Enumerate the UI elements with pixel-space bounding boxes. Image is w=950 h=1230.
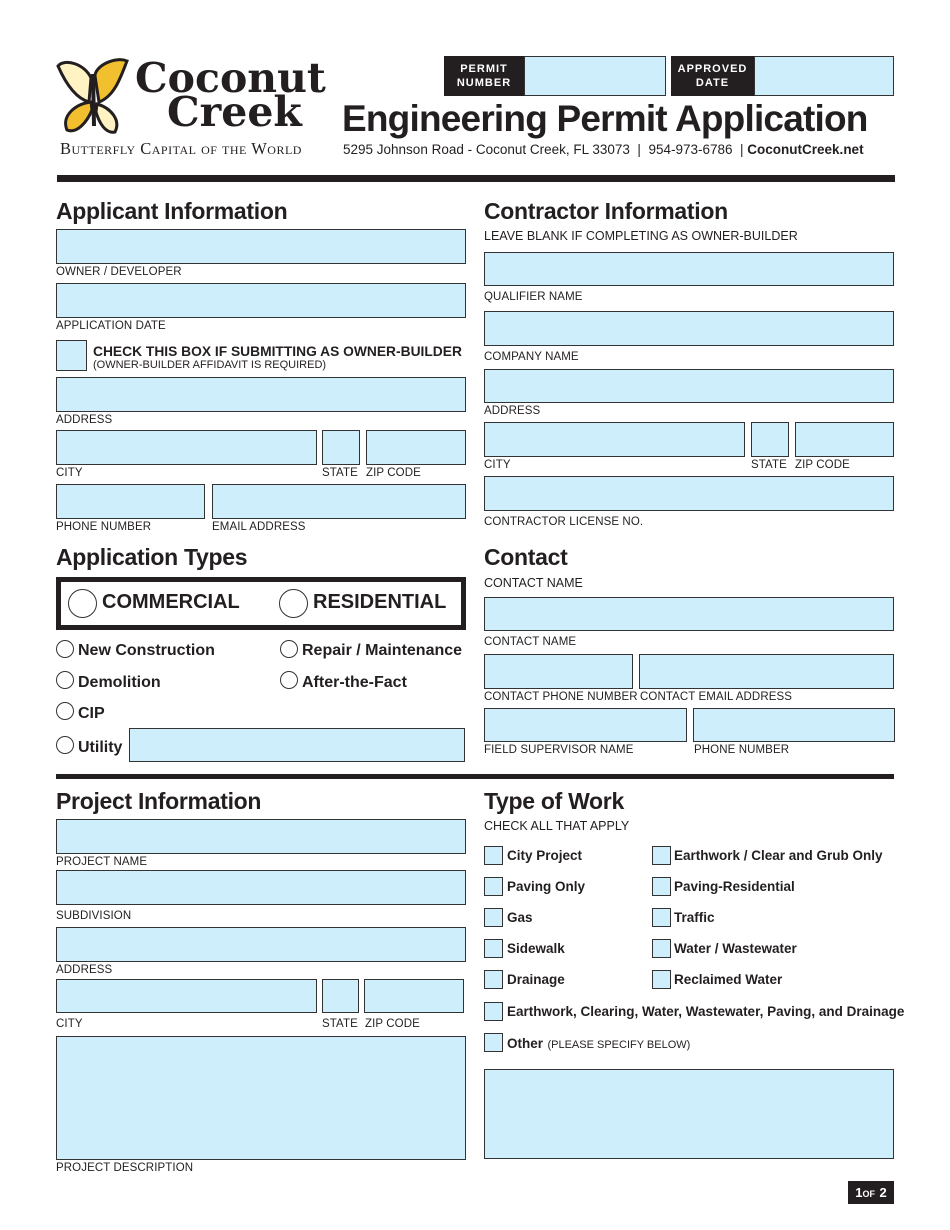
applicant-email-label: EMAIL ADDRESS — [212, 521, 306, 533]
subdivision-label: SUBDIVISION — [56, 910, 132, 922]
demolition-label: Demolition — [78, 674, 161, 691]
applicant-address-field[interactable] — [56, 377, 466, 412]
city-project-checkbox[interactable] — [484, 846, 503, 865]
other-label-group — [507, 1035, 690, 1053]
permit-number-label: PERMIT NUMBER — [444, 56, 524, 96]
utility-specify-field[interactable] — [129, 728, 465, 762]
page-total: 2 — [879, 1185, 887, 1200]
contractor-license-label: CONTRACTOR LICENSE NO. — [484, 516, 644, 528]
project-zip-field[interactable] — [364, 979, 464, 1013]
sidewalk-label: Sidewalk — [507, 941, 565, 956]
drainage-label: Drainage — [507, 972, 565, 987]
logo-line2: Creek — [167, 88, 302, 136]
project-state-field[interactable] — [322, 979, 359, 1013]
header-divider — [57, 175, 895, 182]
project-address-label: ADDRESS — [56, 964, 113, 976]
field-supervisor-field[interactable] — [484, 708, 687, 742]
contractor-license-field[interactable] — [484, 476, 894, 511]
contractor-heading: Contractor Information — [484, 198, 728, 224]
project-description-field[interactable] — [56, 1036, 466, 1160]
approved-date-field[interactable] — [754, 56, 894, 96]
city-project-label: City Project — [507, 848, 583, 863]
contractor-city-label: CITY — [484, 459, 511, 471]
utility-radio[interactable] — [56, 736, 74, 754]
application-date-label: APPLICATION DATE — [56, 320, 166, 332]
applicant-address-label: ADDRESS — [56, 414, 113, 426]
application-date-field[interactable] — [56, 283, 466, 318]
city-logo — [55, 56, 330, 161]
page-indicator — [848, 1181, 894, 1204]
qualifier-name-label: QUALIFIER NAME — [484, 291, 583, 303]
earthwork-clear-grub-checkbox[interactable] — [652, 846, 671, 865]
project-description-label: PROJECT DESCRIPTION — [56, 1162, 194, 1174]
contractor-city-field[interactable] — [484, 422, 745, 457]
contact-phone-field[interactable] — [484, 654, 633, 689]
contact-sub: CONTACT NAME — [484, 576, 583, 590]
repair-maintenance-radio[interactable] — [280, 640, 298, 658]
applicant-phone-field[interactable] — [56, 484, 205, 519]
logo-tagline: Butterfly Capital of the World — [60, 139, 302, 158]
repair-maintenance-label: Repair / Maintenance — [302, 642, 463, 659]
traffic-label: Traffic — [674, 910, 715, 925]
contractor-note: LEAVE BLANK IF COMPLETING AS OWNER-BUILDER — [484, 229, 798, 243]
combined-work-checkbox[interactable] — [484, 1002, 503, 1021]
approved-date-label: APPROVED DATE — [671, 56, 754, 96]
project-heading: Project Information — [56, 788, 262, 814]
other-label: Other — [507, 1036, 544, 1051]
sidewalk-checkbox[interactable] — [484, 939, 503, 958]
gas-label: Gas — [507, 910, 533, 925]
contact-name-label: CONTACT NAME — [484, 636, 577, 648]
field-supervisor-label: FIELD SUPERVISOR NAME — [484, 744, 634, 756]
traffic-checkbox[interactable] — [652, 908, 671, 927]
company-name-label: COMPANY NAME — [484, 351, 579, 363]
combined-work-label: Earthwork, Clearing, Water, Wastewater, Paving, and Drainage — [507, 1004, 905, 1019]
owner-builder-check-label: CHECK THIS BOX IF SUBMITTING AS OWNER-BUILDER — [93, 344, 462, 359]
project-city-field[interactable] — [56, 979, 317, 1013]
after-the-fact-label: After-the-Fact — [302, 674, 407, 691]
applicant-heading: Applicant Information — [56, 198, 288, 224]
commercial-label: COMMERCIAL — [102, 591, 240, 613]
applicant-zip-field[interactable] — [366, 430, 466, 465]
contractor-zip-label: ZIP CODE — [795, 459, 850, 471]
contact-name-field[interactable] — [484, 597, 894, 631]
other-note: (PLEASE SPECIFY BELOW) — [547, 1039, 691, 1051]
contact-phone-label: CONTACT PHONE NUMBER — [484, 691, 638, 703]
water-wastewater-checkbox[interactable] — [652, 939, 671, 958]
company-name-field[interactable] — [484, 311, 894, 346]
contractor-state-label: STATE — [751, 459, 787, 471]
applicant-city-label: CITY — [56, 467, 83, 479]
new-construction-label: New Construction — [78, 642, 215, 659]
owner-developer-field[interactable] — [56, 229, 466, 264]
logo-line1: Coconut — [135, 54, 326, 102]
address-line — [343, 142, 864, 157]
contact-heading: Contact — [484, 544, 568, 570]
applicant-state-field[interactable] — [322, 430, 360, 465]
application-types-heading: Application Types — [56, 544, 248, 570]
subdivision-field[interactable] — [56, 870, 466, 905]
commercial-radio[interactable] — [68, 589, 97, 618]
permit-number-field[interactable] — [524, 56, 666, 96]
paving-residential-checkbox[interactable] — [652, 877, 671, 896]
project-city-label: CITY — [56, 1018, 83, 1030]
residential-label: RESIDENTIAL — [313, 591, 447, 613]
paving-residential-label: Paving-Residential — [674, 879, 795, 894]
address-text: 5295 Johnson Road - Coconut Creek, FL 33073 | 954-973-6786 | — [343, 142, 744, 157]
supervisor-phone-label: PHONE NUMBER — [694, 744, 790, 756]
butterfly-icon — [55, 56, 133, 138]
contact-email-field[interactable] — [639, 654, 894, 689]
applicant-state-label: STATE — [322, 467, 358, 479]
demolition-radio[interactable] — [56, 671, 74, 689]
website-link[interactable]: CoconutCreek.net — [747, 142, 864, 157]
gas-checkbox[interactable] — [484, 908, 503, 927]
page-of: OF — [862, 1189, 876, 1199]
applicant-city-field[interactable] — [56, 430, 317, 465]
page-number: 1 — [855, 1185, 863, 1200]
contractor-zip-field[interactable] — [795, 422, 894, 457]
cip-label: CIP — [78, 705, 105, 722]
other-checkbox[interactable] — [484, 1033, 503, 1052]
reclaimed-water-label: Reclaimed Water — [674, 972, 783, 987]
applicant-email-field[interactable] — [212, 484, 466, 519]
project-zip-label: ZIP CODE — [365, 1018, 420, 1030]
owner-builder-note: (OWNER-BUILDER AFFIDAVIT IS REQUIRED) — [93, 359, 327, 371]
contractor-state-field[interactable] — [751, 422, 789, 457]
earthwork-clear-grub-label: Earthwork / Clear and Grub Only — [674, 848, 883, 863]
type-of-work-sub: CHECK ALL THAT APPLY — [484, 819, 630, 833]
contractor-address-label: ADDRESS — [484, 405, 541, 417]
project-name-field[interactable] — [56, 819, 466, 854]
section-divider — [56, 774, 894, 779]
residential-radio[interactable] — [279, 589, 308, 618]
utility-label: Utility — [78, 739, 123, 756]
contractor-address-field[interactable] — [484, 369, 894, 403]
type-of-work-heading: Type of Work — [484, 788, 624, 814]
applicant-phone-label: PHONE NUMBER — [56, 521, 152, 533]
cip-radio[interactable] — [56, 702, 74, 720]
reclaimed-water-checkbox[interactable] — [652, 970, 671, 989]
contact-email-label: CONTACT EMAIL ADDRESS — [640, 691, 793, 703]
applicant-zip-label: ZIP CODE — [366, 467, 421, 479]
water-wastewater-label: Water / Wastewater — [674, 941, 797, 956]
page-title: Engineering Permit Application — [342, 98, 868, 139]
new-construction-radio[interactable] — [56, 640, 74, 658]
project-name-label: PROJECT NAME — [56, 856, 148, 868]
project-address-field[interactable] — [56, 927, 466, 962]
drainage-checkbox[interactable] — [484, 970, 503, 989]
owner-builder-checkbox[interactable] — [56, 340, 87, 371]
paving-only-label: Paving Only — [507, 879, 586, 894]
other-specify-field[interactable] — [484, 1069, 894, 1159]
owner-developer-label: OWNER / DEVELOPER — [56, 266, 182, 278]
project-state-label: STATE — [322, 1018, 358, 1030]
after-the-fact-radio[interactable] — [280, 671, 298, 689]
supervisor-phone-field[interactable] — [693, 708, 895, 742]
paving-only-checkbox[interactable] — [484, 877, 503, 896]
qualifier-name-field[interactable] — [484, 252, 894, 286]
